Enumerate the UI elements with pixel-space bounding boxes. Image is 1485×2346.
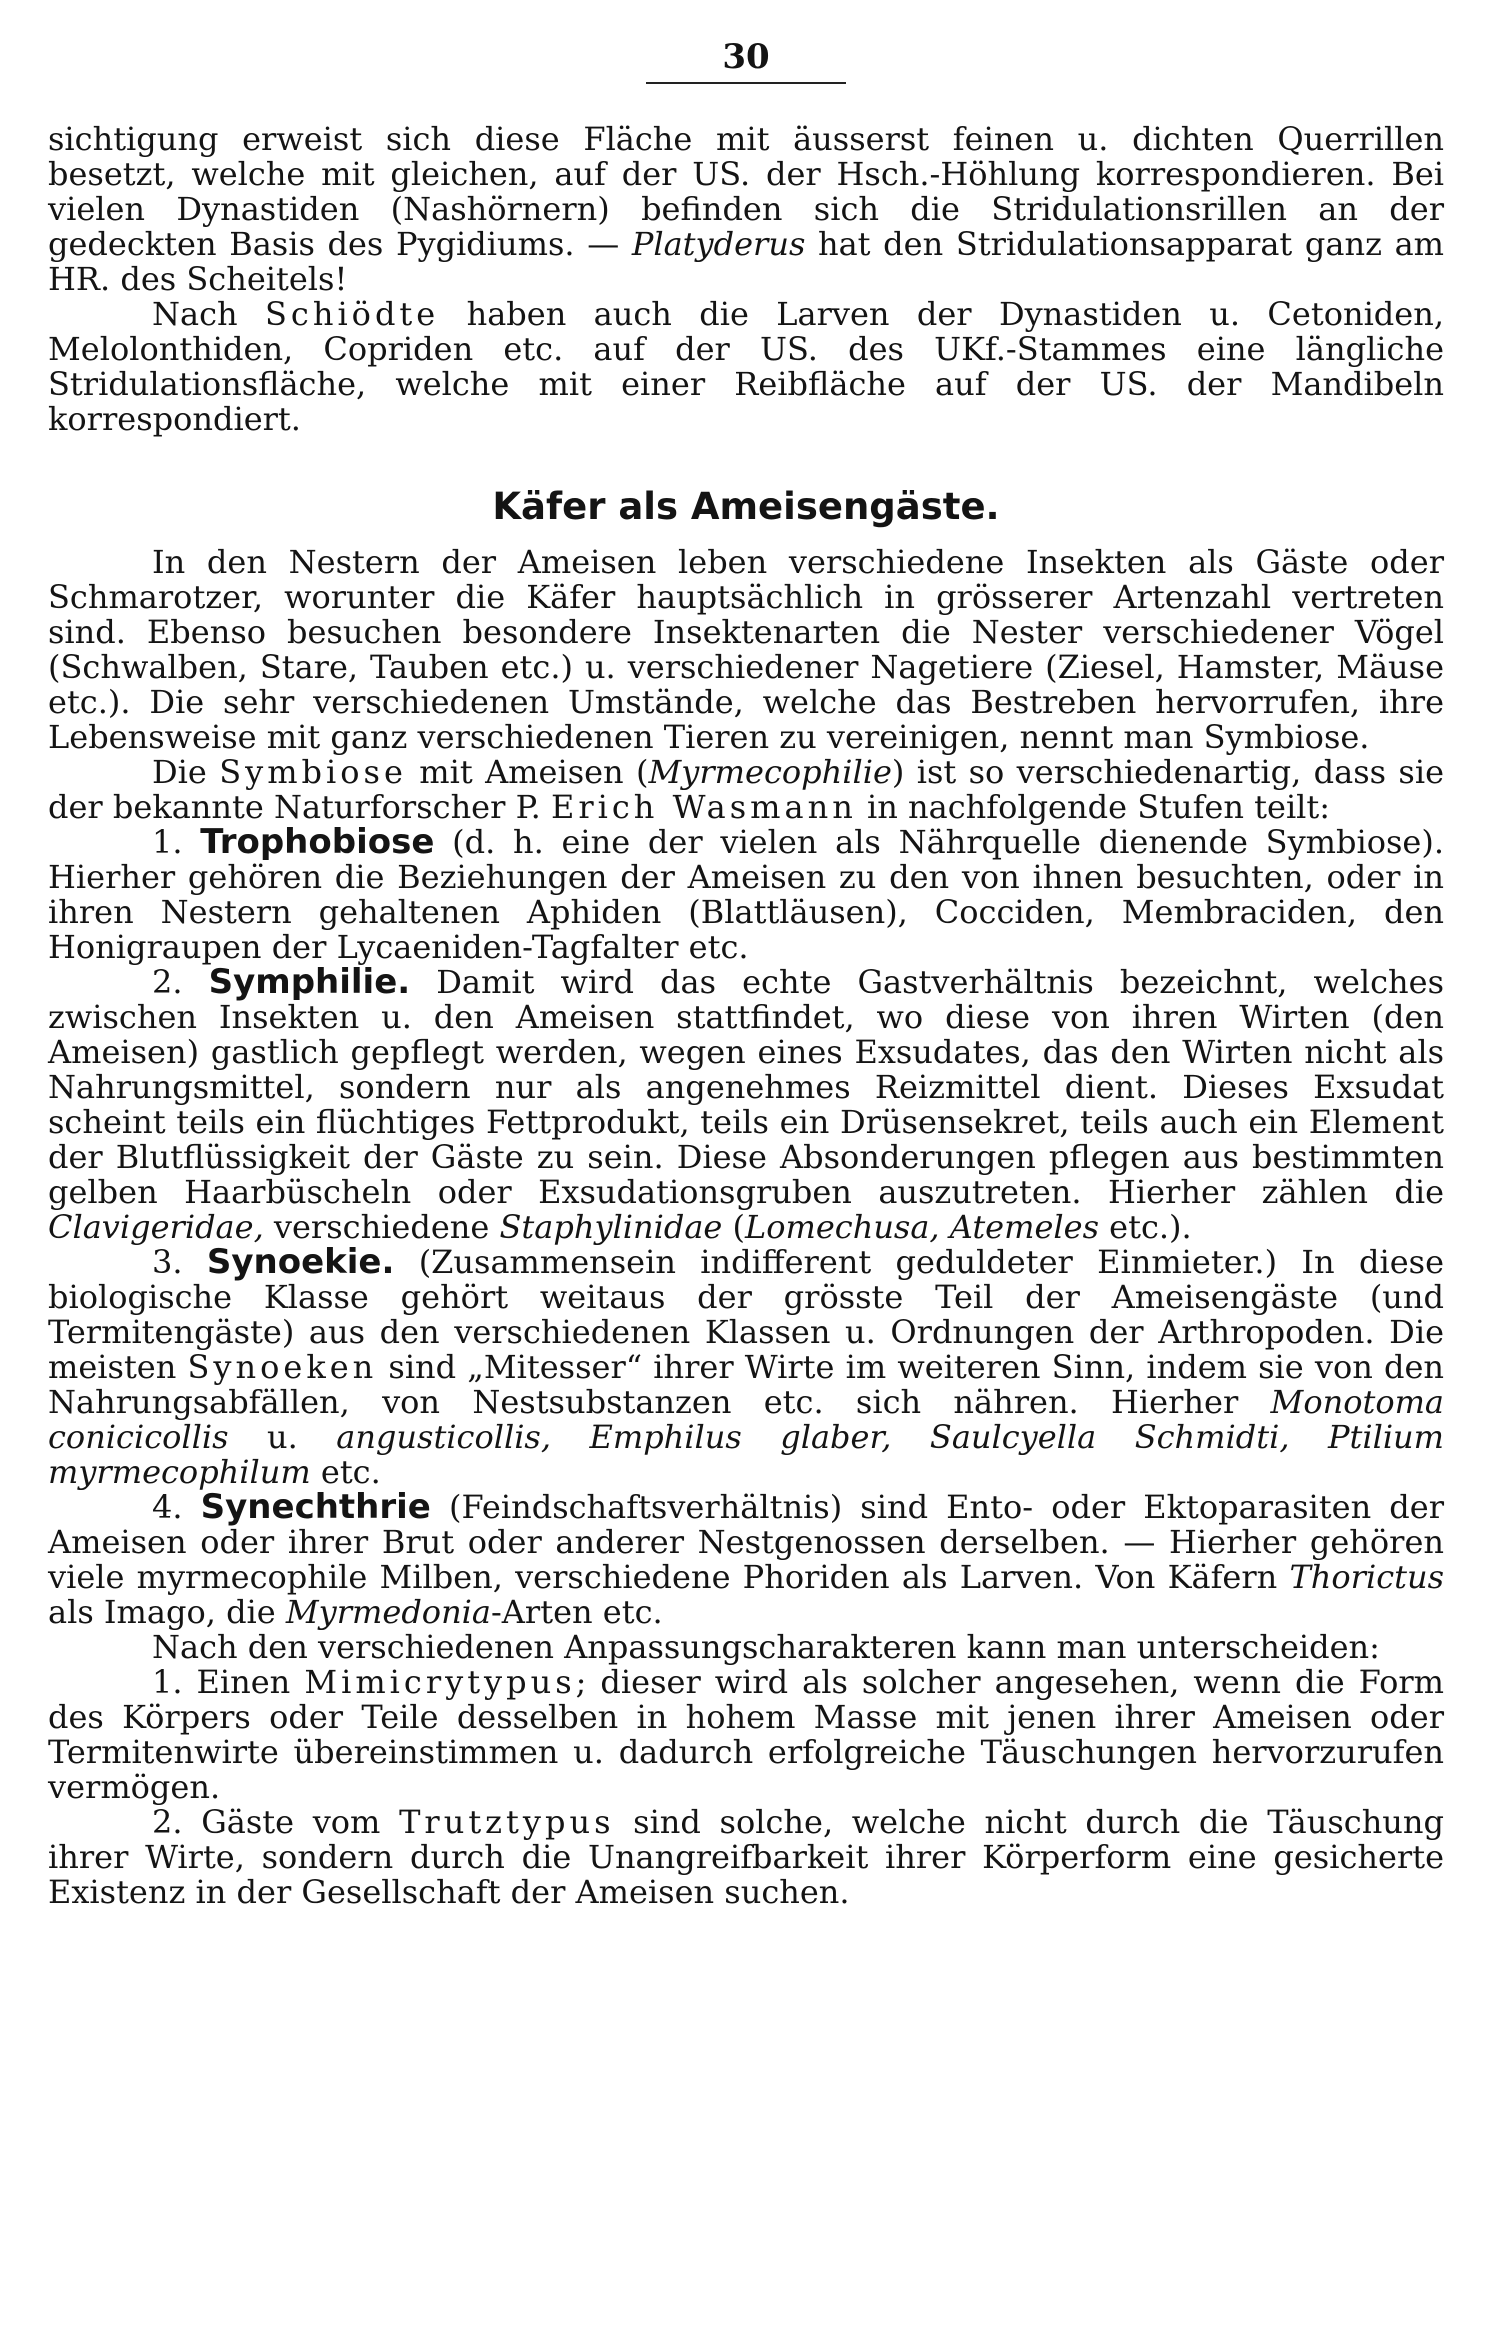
text: ) ist so verschiedenartig, dass sie der bekannte Naturforscher P. bbox=[48, 753, 1445, 826]
text: Die bbox=[152, 753, 220, 791]
stage-symphilie bbox=[48, 962, 1445, 1246]
italic-term: Myrmecophilie bbox=[648, 753, 892, 791]
paragraph-stridulation bbox=[48, 122, 1444, 297]
stage-number: 4. bbox=[152, 1488, 183, 1526]
stage-term: Trophobiose bbox=[200, 822, 435, 862]
spaced-term: Synoeken bbox=[187, 1348, 378, 1386]
text: u. bbox=[228, 1418, 337, 1456]
text: mit Ameisen ( bbox=[406, 753, 649, 791]
text: (Feindschaftsverhältnis) sind Ento- oder Ektoparasiten der Ameisen oder ihrer Brut oder anderer Nestgenossen derselben. — Hierher gehören viele myrmecophile Milben, verschiedene Phoriden als Larven. Von Käfern bbox=[48, 1488, 1445, 1596]
type-trutz bbox=[48, 1805, 1444, 1910]
author-name: Erich Wasmann bbox=[550, 788, 857, 826]
text: sind solche, welche nicht durch die Täuschung ihrer Wirte, sondern durch die Unangreifbarkeit ihrer Körperform eine gesicherte Existenz in der Gesellschaft der Ameisen suchen. bbox=[48, 1803, 1445, 1911]
paragraph-types: Nach den verschiedenen Anpassungscharakteren kann man unterscheiden: bbox=[152, 1628, 1380, 1666]
text: ; dieser wird als solcher angesehen, wenn die Form des Körpers oder Teile desselben in hohem Masse mit jenen ihrer Ameisen oder Termitenwirte übereinstimmen u. dadurch erfolgreiche Täuschungen hervorzurufen vermögen. bbox=[48, 1663, 1445, 1806]
italic-taxon: angusticollis, Emphilus glaber, Saulcyella Schmidti, Ptilium myrmecophilum bbox=[48, 1418, 1445, 1491]
text: Nach bbox=[152, 295, 265, 333]
italic-taxon: Lomechusa, Atemeles bbox=[744, 1208, 1099, 1246]
section-heading: Käfer als Ameisengäste. bbox=[492, 485, 1000, 528]
text: haben auch die Larven der Dynastiden u. Cetoniden, Melolonthiden, Copriden etc. auf der US. des UKf.-Stammes eine längliche Stridulationsfläche, welche mit einer Reibfläche auf der US. der Mandibeln korrespondiert. bbox=[48, 295, 1445, 438]
text: hat den Stridulationsapparat ganz am HR. des Scheitels! bbox=[48, 225, 1445, 298]
stage-term: Symphilie. bbox=[208, 962, 411, 1002]
page-number: 30 bbox=[646, 32, 846, 84]
paragraph-symbiosis bbox=[48, 755, 1444, 825]
text: sichtigung erweist sich diese Fläche mit äusserst feinen u. dichten Querrillen besetzt, welche mit gleichen, auf der US. der Hsch.-Höhlung korrespondieren. Bei vielen Dynastiden (Nashörnern) befinden sich die Stridulationsrillen an der gedeckten Basis des Pygidiums. — bbox=[48, 120, 1444, 263]
stage-number: 1. bbox=[152, 823, 183, 861]
body-text bbox=[48, 122, 1444, 1910]
paragraph-larvae bbox=[48, 297, 1444, 437]
stage-trophobiose bbox=[48, 822, 1445, 966]
italic-taxon: Clavigeridae, bbox=[48, 1208, 264, 1246]
text: -Arten etc. bbox=[490, 1593, 663, 1631]
text: (Zusammensein indifferent geduldeter Einmieter.) In diese biologische Klasse gehört weitaus der grösste Teil der Ameisengäste (und Termitengäste) aus den verschiedenen Klassen u. Ordnungen der Arthropoden. Die meisten bbox=[48, 1243, 1445, 1386]
spaced-term: Mimicrytypus bbox=[304, 1663, 576, 1701]
italic-taxon: Monotoma conicicollis bbox=[48, 1383, 1444, 1456]
text: etc.). bbox=[1098, 1208, 1192, 1246]
text: Damit wird das echte Gastverhältnis bezeichnt, welches zwischen Insekten u. den Ameisen stattfindet, wo diese von ihren Wirten (den Ameisen) gastlich gepflegt werden, wegen eines Exsudates, das den Wirten nicht als Nahrungsmittel, sondern nur als angenehmes Reizmittel dient. Dieses Exsudat scheint teils ein flüchtiges Fettprodukt, teils ein Drüsensekret, teils auch ein Element der Blutflüssigkeit der Gäste zu sein. Diese Absonderungen pflegen aus bestimmten gelben Haarbüscheln oder Exsudationsgruben auszutreten. Hierher zählen die bbox=[48, 963, 1445, 1211]
author-name: Schiödte bbox=[264, 295, 440, 333]
stage-number: 3. bbox=[152, 1243, 183, 1281]
text: 2. Gäste vom bbox=[152, 1803, 400, 1841]
italic-taxon: Staphylinidae bbox=[499, 1208, 723, 1246]
spaced-term: Symbiose bbox=[219, 753, 407, 791]
italic-taxon: Thorictus bbox=[1289, 1558, 1444, 1596]
text: (d. h. eine der vielen als Nährquelle dienende Symbiose). Hierher gehören die Beziehungen der Ameisen zu den von ihnen besuchten, oder in ihren Nestern gehaltenen Aphiden (Blattläusen), Cocciden, Membraciden, den Honigraupen der Lycaeniden-Tagfalter etc. bbox=[48, 823, 1445, 966]
text: etc. bbox=[310, 1453, 381, 1491]
italic-taxon: Myrmedonia bbox=[285, 1593, 491, 1631]
text: in nachfolgende Stufen teilt: bbox=[856, 788, 1331, 826]
stage-number: 2. bbox=[152, 963, 183, 1001]
paragraph-intro: In den Nestern der Ameisen leben verschiedene Insekten als Gäste oder Schmarotzer, worunter die Käfer hauptsächlich in grösserer Artenzahl vertreten sind. Ebenso besuchen besondere Insektenarten die Nester verschiedener Vögel (Schwalben, Stare, Tauben etc.) u. verschiedener Nagetiere (Ziesel, Hamster, Mäuse etc.). Die sehr verschiedenen Umstände, welche das Bestreben hervorrufen, ihre Lebensweise mit ganz verschiedenen Tieren zu vereinigen, nennt man Symbiose. bbox=[48, 543, 1444, 756]
type-mimicry bbox=[48, 1665, 1444, 1805]
text: verschiedene bbox=[263, 1208, 500, 1246]
text: sind „Mitesser“ ihrer Wirte im weiteren Sinn, indem sie von den Nahrungsabfällen, von Nestsubstanzen etc. sich nähren. Hierher bbox=[48, 1348, 1445, 1421]
text: als Imago, die bbox=[48, 1593, 286, 1631]
stage-term: Synoekie. bbox=[206, 1242, 395, 1282]
stage-synechthrie bbox=[48, 1487, 1445, 1631]
italic-genus: Platyderus bbox=[631, 225, 806, 263]
spaced-term: Trutztypus bbox=[399, 1803, 615, 1841]
stage-term: Synechthrie bbox=[200, 1487, 431, 1527]
text: ( bbox=[722, 1208, 745, 1246]
stage-synoekie bbox=[48, 1242, 1445, 1491]
text: 1. Einen bbox=[152, 1663, 305, 1701]
